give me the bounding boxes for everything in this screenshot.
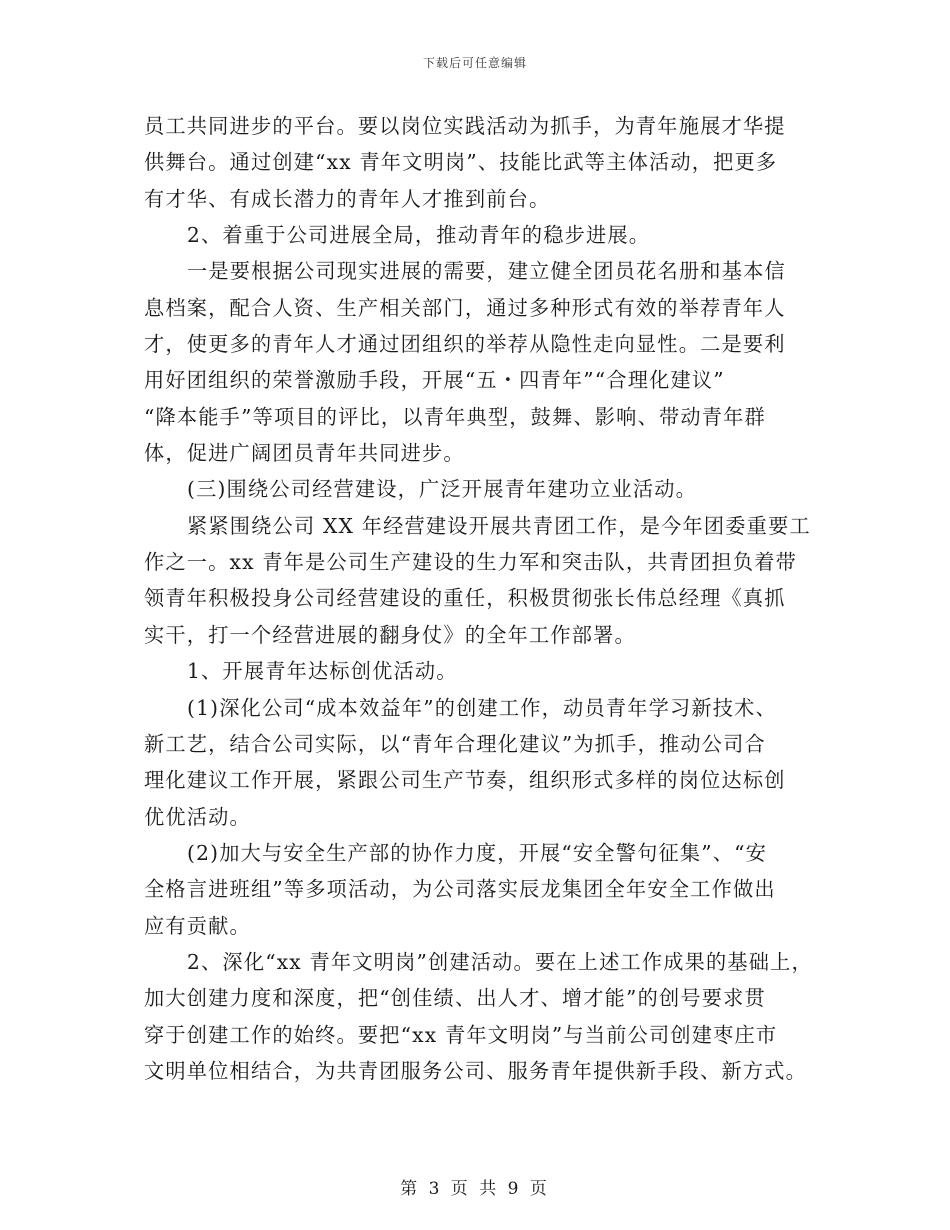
body-line: 体，促进广阔团员青年共同进步。 xyxy=(144,441,465,466)
body-line: (三)围绕公司经营建设，广泛开展青年建功立业活动。 xyxy=(187,477,698,502)
body-line: 员工共同进步的平台。要以岗位实践活动为抓手，为青年施展才华提 xyxy=(144,114,786,138)
body-line: “降本能手”等项目的评比，以青年典型，鼓舞、影响、带动青年群 xyxy=(144,404,766,429)
body-line: 息档案，配合人资、生产相关部门，通过多种形式有效的举荐青年人 xyxy=(144,295,786,320)
body-line: 紧紧围绕公司 XX 年经营建设开展共青团工作，是今年团委重要工 xyxy=(187,513,811,538)
body-line: 2、着重于公司进展全局，推动青年的稳步进展。 xyxy=(187,223,651,248)
body-line: (2)加大与安全生产部的协作力度，开展“安全警句征集”、“安 xyxy=(187,840,768,865)
body-line: 加大创建力度和深度，把“创佳绩、出人才、增才能”的创号要求贯 xyxy=(144,986,766,1011)
body-line: 2、深化“xx 青年文明岗”创建活动。要在上述工作成果的基础上， xyxy=(187,949,813,974)
body-line: 优优活动。 xyxy=(144,804,251,829)
body-line: 新工艺，结合公司实际，以“青年合理化建议”为抓手，推动公司合 xyxy=(144,731,766,756)
body-line: 领青年积极投身公司经营建设的重任，积极贯彻张长伟总经理《真抓 xyxy=(144,586,786,611)
body-line: 实干，打一个经营进展的翻身仗》的全年工作部署。 xyxy=(144,622,636,647)
body-line: 文明单位相结合，为共青团服务公司、服务青年提供新手段、新方式。 xyxy=(144,1058,808,1083)
body-line: 1、开展青年达标创优活动。 xyxy=(187,659,458,684)
body-line: (1)深化公司“成本效益年”的创建工作，动员青年学习新技术、 xyxy=(187,695,777,720)
page-number: 第 3 页 共 9 页 xyxy=(400,1179,550,1199)
body-line: 穿于创建工作的始终。要把“xx 青年文明岗”与当前公司创建枣庄市 xyxy=(144,1022,778,1047)
body-line: 全格言进班组”等多项活动，为公司落实辰龙集团全年安全工作做出 xyxy=(144,877,776,902)
header-note: 下载后可任意编辑 xyxy=(422,56,527,70)
body-line: 作之一。xx 青年是公司生产建设的生力军和突击队，共青团担负着带 xyxy=(144,550,798,575)
body-line: 才，使更多的青年人才通过团组织的举荐从隐性走向显性。二是要利 xyxy=(144,332,786,357)
document-body xyxy=(144,114,814,1095)
body-line: 理化建议工作开展，紧跟公司生产节奏，组织形式多样的岗位达标创 xyxy=(144,768,786,793)
body-line: 有才华、有成长潜力的青年人才推到前台。 xyxy=(144,186,551,211)
body-line: 供舞台。通过创建“xx 青年文明岗”、技能比武等主体活动，把更多 xyxy=(144,150,778,175)
body-line: 用好团组织的荣誉激励手段，开展“五・四青年”“合理化建议” xyxy=(144,368,725,393)
body-line: 应有贡献。 xyxy=(144,913,251,938)
body-line: 一是要根据公司现实进展的需要，建立健全团员花名册和基本信 xyxy=(187,259,786,284)
